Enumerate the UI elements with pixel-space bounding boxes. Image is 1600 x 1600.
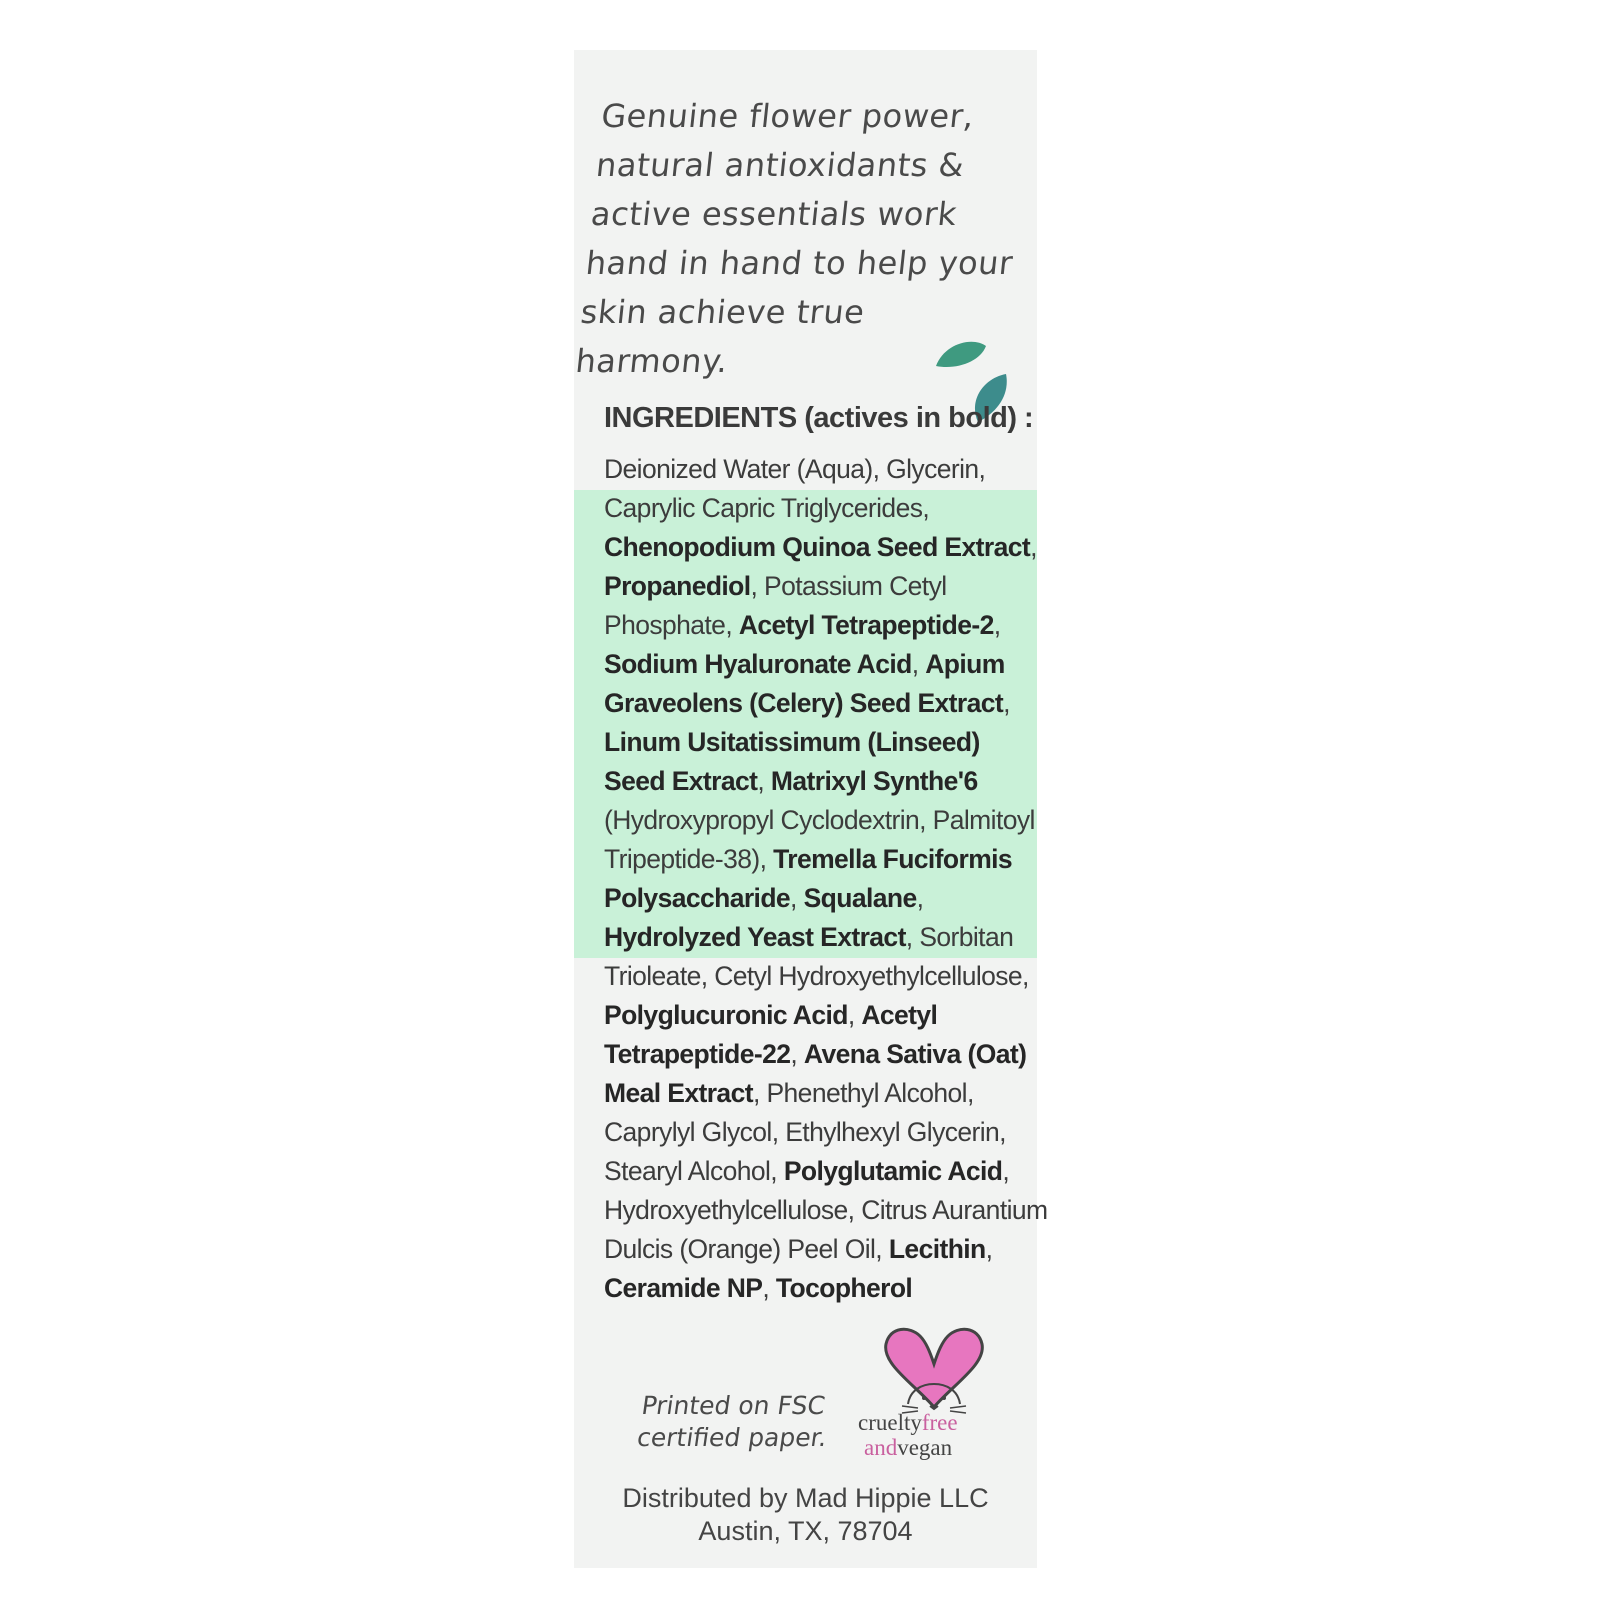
ingredient-line	[604, 1152, 1034, 1191]
vegan-text: vegan	[897, 1435, 953, 1460]
ingredient-line	[604, 996, 1034, 1035]
distributor-address: Austin, TX, 78704	[698, 1516, 913, 1546]
active-ingredient-text: Apium	[925, 649, 1005, 679]
ingredient-text: , Phenethyl Alcohol,	[752, 1078, 974, 1108]
ingredient-line	[604, 1269, 1034, 1308]
ingredient-text: Phosphate,	[604, 610, 739, 640]
ingredient-text: Deionized Water (Aqua), Glycerin,	[604, 454, 986, 484]
active-ingredient-text: Tremella Fuciformis	[773, 844, 1013, 874]
active-ingredient-text: Tocopherol	[775, 1273, 913, 1303]
ingredient-text: (Hydroxypropyl Cyclodextrin, Palmitoyl	[604, 805, 1035, 835]
active-ingredient-text: Polyglucuronic Acid	[604, 1000, 848, 1030]
active-ingredient-text: Linum Usitatissimum (Linseed)	[604, 727, 980, 757]
active-ingredient-text: Avena Sativa (Oat)	[803, 1039, 1027, 1069]
ingredient-text: , Potassium Cetyl	[750, 571, 947, 601]
tagline-line: harmony.	[573, 342, 730, 380]
ingredient-line	[604, 918, 1034, 957]
ingredient-line	[604, 450, 1034, 489]
ingredient-text: Trioleate, Cetyl Hydroxyethylcellulose,	[604, 961, 1029, 991]
and-text: and	[864, 1435, 898, 1460]
ingredient-text: ,	[762, 1273, 776, 1303]
ingredient-line	[604, 567, 1034, 606]
active-ingredient-text: Acetyl Tetrapeptide-2	[738, 610, 994, 640]
active-ingredient-text: Meal Extract	[604, 1078, 753, 1108]
ingredient-text: ,	[1003, 688, 1010, 718]
leaf-icon	[936, 342, 986, 367]
ingredients-title: INGREDIENTS (actives in bold) :	[604, 402, 1034, 434]
ingredient-text: Caprylic Capric Triglycerides,	[604, 493, 930, 523]
ingredient-text: ,	[847, 1000, 862, 1030]
ingredient-text: ,	[985, 1234, 993, 1264]
ingredient-text: Dulcis (Orange) Peel Oil,	[604, 1234, 889, 1264]
ingredient-text: Caprylyl Glycol, Ethylhexyl Glycerin,	[604, 1117, 1006, 1147]
ingredient-line	[604, 528, 1037, 567]
ingredient-text: ,	[1002, 1156, 1010, 1186]
product-label-panel	[573, 50, 1048, 1568]
ingredient-text: ,	[993, 610, 1001, 640]
tagline-line: natural antioxidants &	[594, 146, 967, 184]
active-ingredient-text: Polysaccharide	[604, 883, 791, 913]
ingredient-line	[604, 684, 1034, 723]
ingredient-line	[604, 1230, 1034, 1269]
active-ingredient-text: Hydrolyzed Yeast Extract	[604, 922, 906, 952]
ingredient-line	[604, 762, 1034, 801]
ingredient-text: ,	[911, 649, 926, 679]
active-ingredient-text: Ceramide NP	[604, 1273, 763, 1303]
ingredient-text: ,	[916, 883, 924, 913]
distributor-name: Distributed by Mad Hippie LLC	[622, 1483, 989, 1513]
ingredient-text: ,	[790, 883, 804, 913]
ingredient-line	[604, 879, 1034, 918]
active-ingredient-text: Graveolens (Celery) Seed Extract	[604, 688, 1004, 718]
free-text: free	[921, 1410, 958, 1435]
ingredient-line	[604, 489, 1034, 528]
ingredient-text: , Sorbitan	[905, 922, 1014, 952]
fsc-note	[635, 1390, 833, 1454]
cruelty-free-vegan-logo	[858, 1410, 958, 1460]
tagline-line: Genuine flower power,	[599, 97, 977, 135]
tagline-line: hand in hand to help your	[584, 244, 1015, 282]
ingredients-list	[604, 450, 1048, 1308]
active-ingredient-text: Chenopodium Quinoa Seed Extract	[604, 532, 1031, 562]
ingredient-line	[604, 1035, 1034, 1074]
ingredient-text: Stearyl Alcohol,	[604, 1156, 784, 1186]
active-ingredient-text: Lecithin	[888, 1234, 986, 1264]
cruelty-text: cruelty	[858, 1410, 922, 1435]
ingredient-text: Tripeptide-38),	[604, 844, 774, 874]
ingredient-line	[604, 606, 1034, 645]
ingredient-line	[604, 801, 1034, 840]
fsc-line: Printed on FSC	[639, 1391, 827, 1420]
active-ingredient-text: Sodium Hyaluronate Acid	[604, 649, 912, 679]
ingredient-text: ,	[790, 1039, 804, 1069]
ingredient-line	[604, 645, 1034, 684]
distributor-info	[574, 1482, 1037, 1548]
active-ingredient-text: Propanediol	[604, 571, 751, 601]
fsc-line: certified paper.	[635, 1423, 829, 1452]
ingredient-line	[604, 840, 1034, 879]
ingredient-line	[604, 1191, 1048, 1230]
ingredient-line	[604, 1074, 1034, 1113]
ingredient-line	[604, 1113, 1034, 1152]
tagline-line: skin achieve true	[578, 293, 867, 331]
ingredient-text: ,	[1030, 532, 1037, 562]
active-ingredient-text: Tetrapeptide-22	[604, 1039, 791, 1069]
ingredient-text: ,	[757, 766, 771, 796]
active-ingredient-text: Matrixyl Synthe'6	[770, 766, 978, 796]
active-ingredient-text: Squalane	[803, 883, 917, 913]
tagline-line: active essentials work	[589, 195, 959, 233]
ingredient-line	[604, 957, 1034, 996]
ingredient-line	[604, 723, 1034, 762]
active-ingredient-text: Polyglutamic Acid	[783, 1156, 1003, 1186]
active-ingredient-text: Acetyl	[861, 1000, 938, 1030]
active-ingredient-text: Seed Extract	[604, 766, 758, 796]
ingredient-text: Hydroxyethylcellulose, Citrus Aurantium	[604, 1195, 1048, 1225]
